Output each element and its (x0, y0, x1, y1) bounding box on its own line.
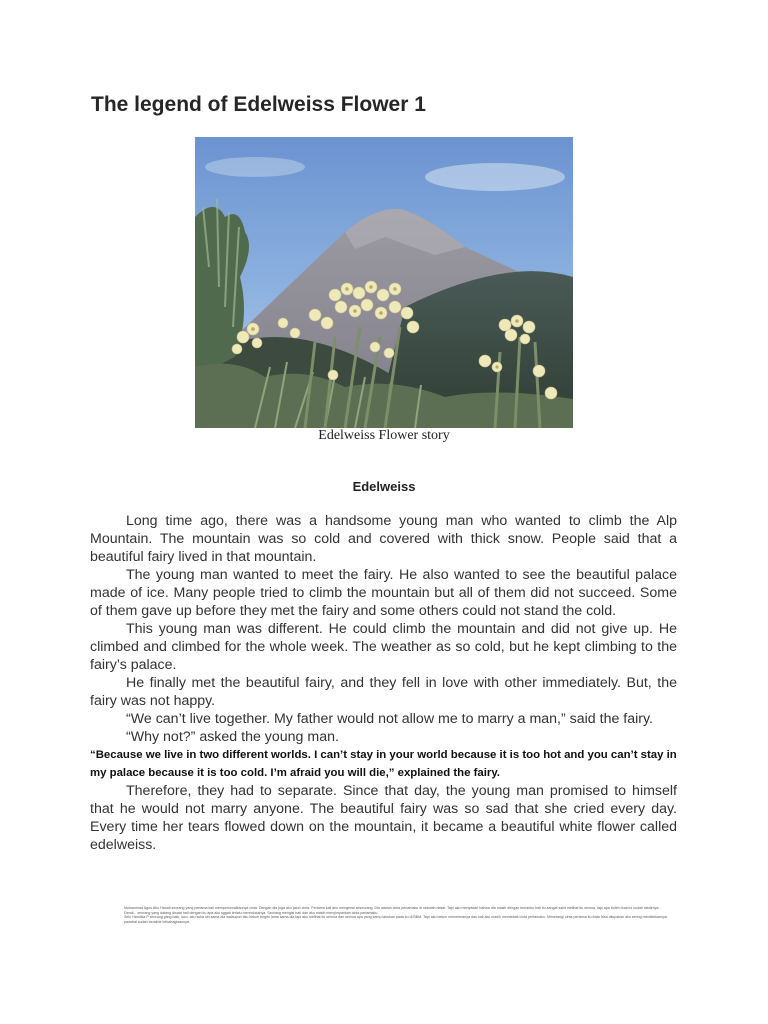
story-paragraph: “We can’t live together. My father would not allow me to marry a man,” said the fairy. (126, 711, 653, 727)
footnote-line: Selo Handika P seorang yang baik, lucu, aku suka sih sama dia walaupun aku belum begitu lama sama dia tapi aku melihat itu semua dan semua apa yang kamu lakukan pada ku di BBM. Tapi aku belum menerimanya dan kali aku masih mendekati cinta pertamaku. Menerangi cinta pertama itu tidak bisa dilupakan aku sering memikirkannya padahal sudah berakhir kebahagiaannya. (124, 915, 667, 924)
story-paragraph: Long time ago, there was a handsome young man who wanted to climb the Alp Mountain. The mountain was so cold and covered with thick snow. People said that a beautiful fairy lived in that mountain. (90, 513, 677, 565)
story-paragraph: The young man wanted to meet the fairy. He also wanted to see the beautiful palace made of ice. Many people tried to climb the mountain but all of them did not succeed. Some of them gave up before they met the fairy and some others could not stand the cold. (90, 567, 677, 619)
story-heading: Edelweiss (352, 479, 416, 494)
story-paragraph: He finally met the beautiful fairy, and they fell in love with other immediately. But, the fairy was not happy. (90, 675, 677, 709)
footnote-line: Muhammad Agus Abu Hanafi seorang yang pertama kali memperkenalkannya cinta. Dengan dia juga aku jatuh cinta. Pertama kali aku mengenal seseorang. Dia adalah cinta pertamaku di sekolah dasar. Tapi aku menyadari bahwa dia masih dengan temanku hati itu sangat sakit melihat itu semua, tapi apa boleh buat ini sudah takdirnya. (124, 906, 660, 910)
document-title: The legend of Edelweiss Flower 1 (91, 93, 426, 116)
story-paragraph: Therefore, they had to separate. Since that day, the young man promised to himself that he would not marry anyone. The beautiful fairy was so sad that she cried every day. Every time her tears flowed down on the mountain, it became a beautiful white flower called edelweiss. (90, 783, 677, 853)
story-quote-bold: “Because we live in two different worlds. I can’t stay in your world because it is too hot and you can’t stay in my palace because it is too cold. I’m afraid you will die,” explained the fairy. (90, 749, 677, 779)
footnote-text (124, 906, 677, 924)
footnote-line: Dendi... seorang yang datang disaat hati dengan ku apa aku sggah terlalu merindukanya. Seorang mengisi hati dan aku masih menyimpankan cinta pertamaku. (124, 910, 379, 915)
story-paragraph: This young man was different. He could climb the mountain and did not give up. He climbed and climbed for the whole week. The weather as so cold, but he kept climbing to the fairy’s palace. (90, 621, 677, 673)
edelweiss-mountain-photo (195, 137, 573, 428)
image-caption: Edelweiss Flower story (318, 428, 450, 443)
story-body (90, 512, 677, 854)
story-paragraph: “Why not?” asked the young man. (126, 729, 339, 745)
